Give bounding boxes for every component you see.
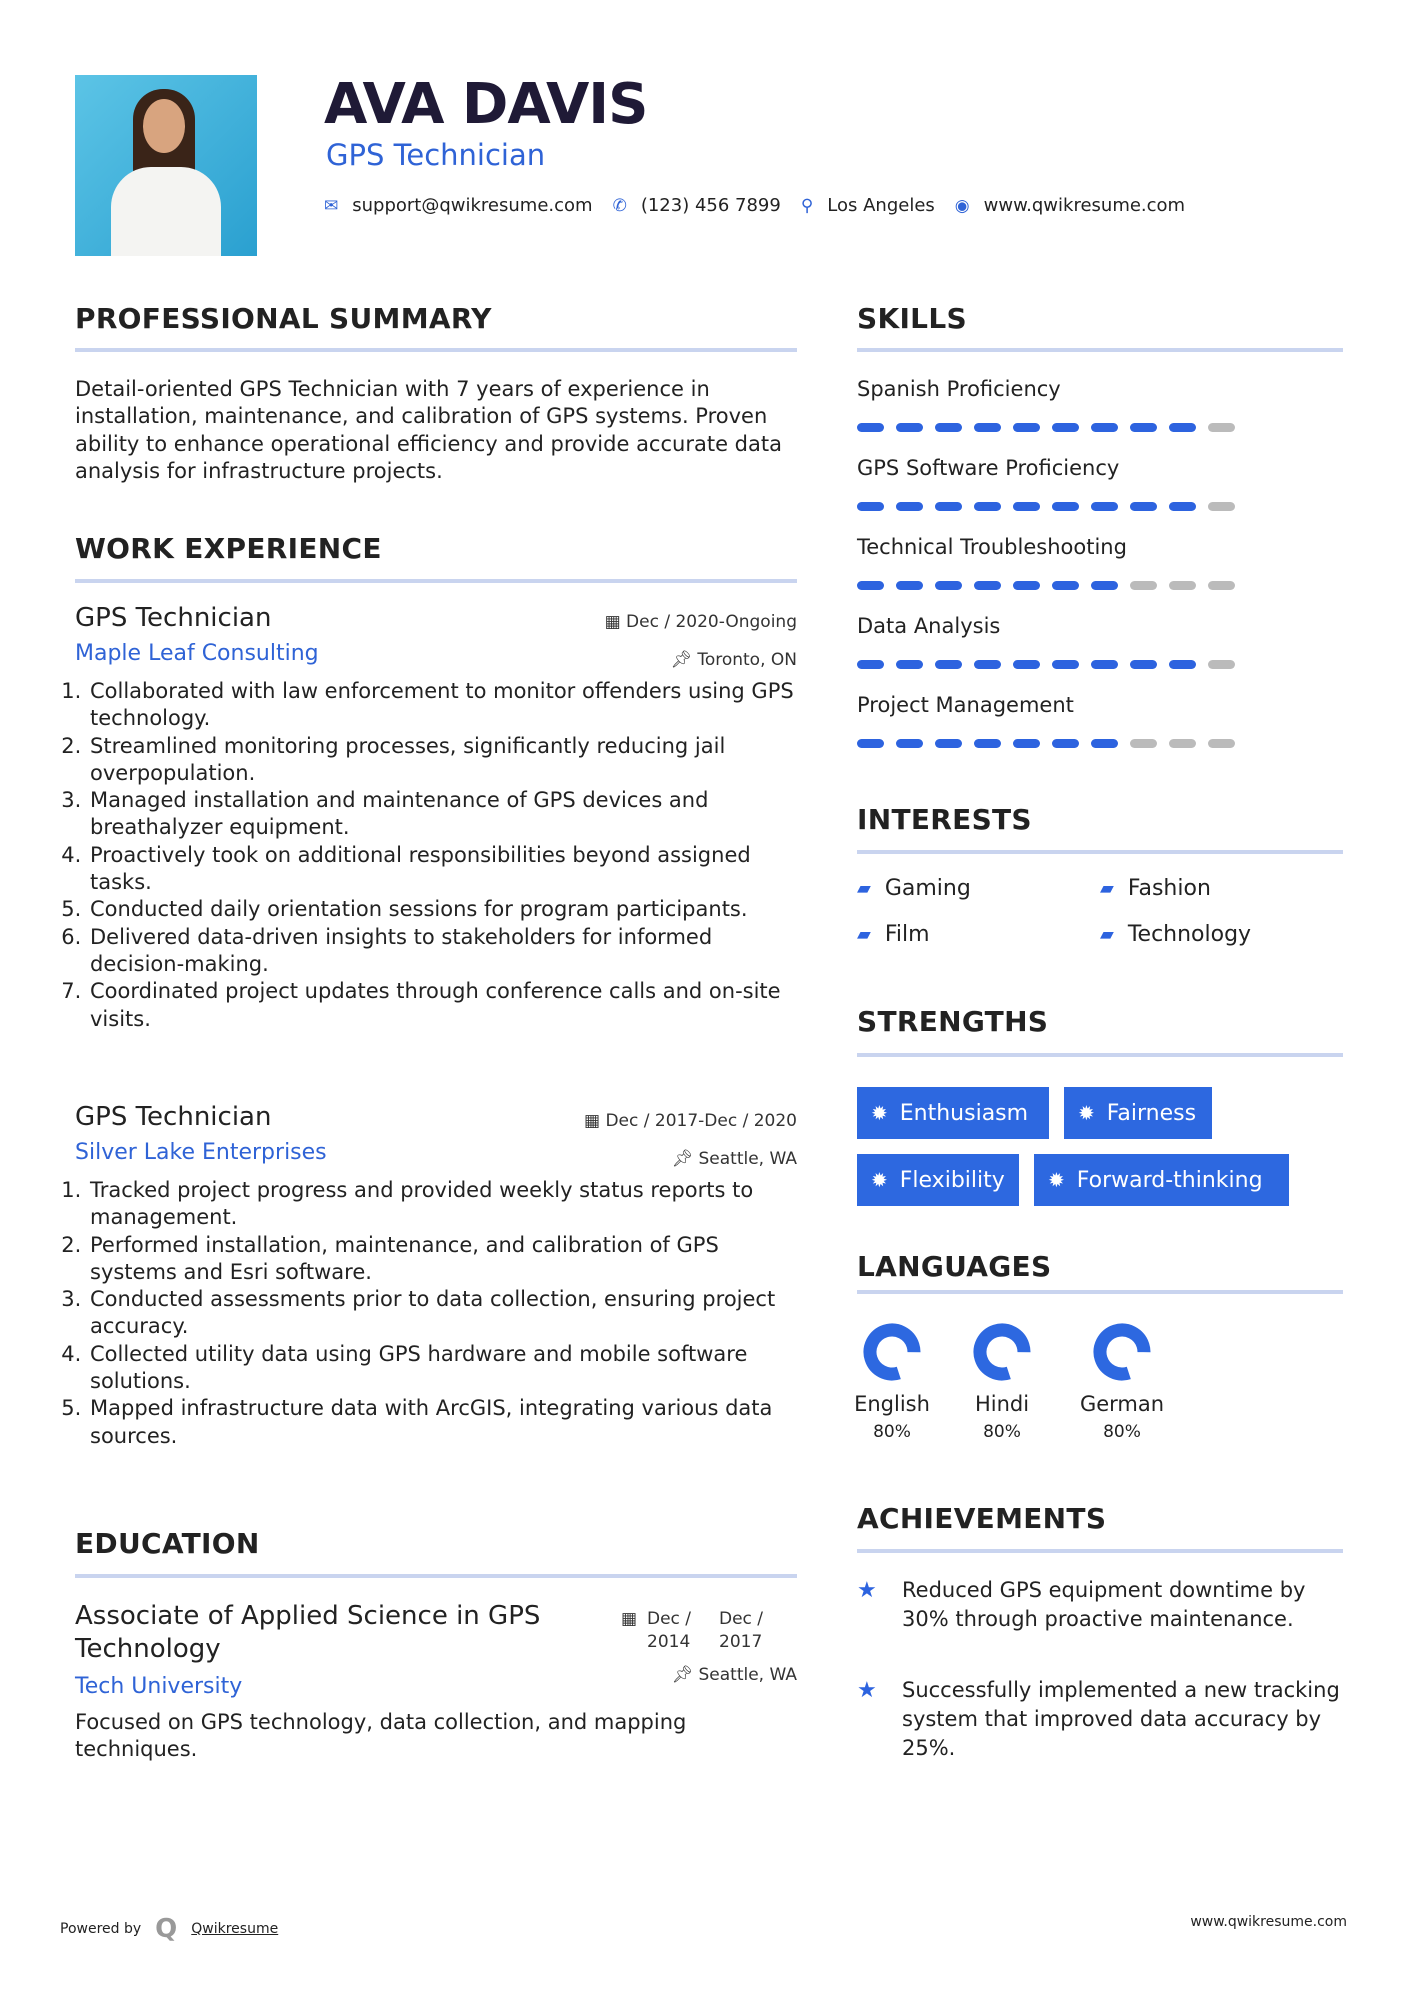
edu-end: Dec / 2017 xyxy=(719,1609,764,1652)
skill-item xyxy=(857,693,1343,772)
edu-location: Seattle, WA xyxy=(698,1665,797,1685)
skill-segment xyxy=(1130,581,1157,590)
job-location: Seattle, WA xyxy=(698,1149,797,1169)
skill-segment xyxy=(1091,660,1118,669)
language-name: Hindi xyxy=(974,1392,1030,1416)
language-item xyxy=(957,1322,1047,1442)
skill-segment xyxy=(1169,423,1196,432)
language-ring xyxy=(972,1322,1032,1382)
skill-name: GPS Software Proficiency xyxy=(857,456,1120,480)
divider xyxy=(75,348,797,352)
bullet: 1. Collaborated with law enforcement to monitor offenders using GPS technology. xyxy=(88,678,797,733)
skill-level-bar xyxy=(857,581,1343,590)
badge-icon: ✹ xyxy=(871,1101,888,1125)
degree: Associate of Applied Science in GPS Technology xyxy=(75,1601,541,1664)
interest-item: ▰ Gaming xyxy=(857,876,971,901)
language-ring xyxy=(1092,1322,1152,1382)
divider xyxy=(75,1574,797,1578)
summary-text: Detail-oriented GPS Technician with 7 years of experience in installation, maintenance, and calibration of GPS systems. Proven ability to enhance operational efficiency and provide accurate data analysis for infrastructure projects. xyxy=(75,377,782,483)
candidate-name: AVA DAVIS xyxy=(324,72,648,137)
candidate-title: GPS Technician xyxy=(326,138,546,172)
badge-icon: ✹ xyxy=(1048,1168,1065,1192)
calendar-icon: ▦ xyxy=(620,1609,637,1629)
skill-segment xyxy=(1013,660,1040,669)
skill-level-bar xyxy=(857,502,1343,511)
skill-segment xyxy=(896,502,923,511)
skill-segment xyxy=(1091,739,1118,748)
book-icon: ▰ xyxy=(1100,924,1114,945)
bullet: 7. Coordinated project updates through conference calls and on-site visits. xyxy=(88,978,797,1033)
skill-segment xyxy=(1052,581,1079,590)
skill-segment xyxy=(857,739,884,748)
skill-segment xyxy=(1052,739,1079,748)
achievement-item: ★ Successfully implemented a new tracking system that improved data accuracy by 25%. xyxy=(857,1676,1343,1763)
skill-segment xyxy=(935,581,962,590)
education-heading: EDUCATION xyxy=(75,1527,260,1560)
skill-segment xyxy=(974,739,1001,748)
interests-heading: INTERESTS xyxy=(857,803,1032,836)
pin-icon: 📌︎ xyxy=(671,1665,699,1685)
badge-icon: ✹ xyxy=(1078,1101,1095,1125)
skill-name: Technical Troubleshooting xyxy=(857,535,1127,559)
map-pin-icon: ⚲ xyxy=(800,195,814,216)
languages-heading: LANGUAGES xyxy=(857,1250,1052,1283)
pin-icon: 📌︎ xyxy=(670,650,698,670)
strength-tag: ✹ Enthusiasm xyxy=(857,1087,1049,1139)
strength-tag: ✹ Forward-thinking xyxy=(1034,1154,1289,1206)
book-icon: ▰ xyxy=(1100,878,1114,899)
skill-segment xyxy=(974,502,1001,511)
skill-segment xyxy=(974,581,1001,590)
profile-photo xyxy=(75,75,257,256)
education-entry xyxy=(75,1600,797,1764)
star-icon: ★ xyxy=(857,1578,877,1603)
skill-segment xyxy=(1091,502,1118,511)
strengths-heading: STRENGTHS xyxy=(857,1005,1049,1038)
calendar-icon: ▦ xyxy=(584,1111,606,1131)
skill-segment xyxy=(935,423,962,432)
job-bullets xyxy=(69,1177,797,1450)
skill-segment xyxy=(896,581,923,590)
bullet: 3. Managed installation and maintenance of GPS devices and breathalyzer equipment. xyxy=(88,787,797,842)
phone-icon: ✆ xyxy=(612,195,627,216)
job-date: Dec / 2020-Ongoing xyxy=(626,612,797,632)
language-percent: 80% xyxy=(1103,1422,1141,1442)
strength-tag: ✹ Flexibility xyxy=(857,1154,1019,1206)
powered-by-label: Powered by xyxy=(60,1921,142,1937)
phone: (123) 456 7899 xyxy=(640,195,781,216)
skill-segment xyxy=(1013,423,1040,432)
divider xyxy=(857,1290,1343,1294)
brand-link[interactable]: Qwikresume xyxy=(191,1921,279,1937)
skill-segment xyxy=(974,660,1001,669)
skills-heading: SKILLS xyxy=(857,302,967,335)
interest-item: ▰ Film xyxy=(857,922,930,947)
skill-segment xyxy=(896,423,923,432)
skill-segment xyxy=(1208,581,1235,590)
skill-item xyxy=(857,535,1343,614)
skill-segment xyxy=(896,660,923,669)
skill-segment xyxy=(935,660,962,669)
skill-segment xyxy=(1208,660,1235,669)
skill-item xyxy=(857,614,1343,693)
book-icon: ▰ xyxy=(857,878,871,899)
skill-segment xyxy=(1052,423,1079,432)
location: Los Angeles xyxy=(827,195,935,216)
experience-heading: WORK EXPERIENCE xyxy=(75,532,382,565)
divider xyxy=(857,1549,1343,1553)
bullet: 2. Performed installation, maintenance, and calibration of GPS systems and Esri software. xyxy=(88,1232,797,1287)
strength-tag: ✹ Fairness xyxy=(1064,1087,1212,1139)
skill-segment xyxy=(974,423,1001,432)
language-ring-arc xyxy=(1094,1324,1149,1379)
skill-item xyxy=(857,377,1343,456)
skill-segment xyxy=(1169,581,1196,590)
company: Maple Leaf Consulting xyxy=(75,641,319,666)
skill-segment xyxy=(1052,660,1079,669)
divider xyxy=(75,579,797,583)
skill-name: Spanish Proficiency xyxy=(857,377,1061,401)
job-entry xyxy=(75,603,797,1033)
book-icon: ▰ xyxy=(857,924,871,945)
bullet: 2. Streamlined monitoring processes, significantly reducing jail overpopulation. xyxy=(88,733,797,788)
achievements-list xyxy=(857,1576,1343,1776)
achievement-item: ★ Reduced GPS equipment downtime by 30% through proactive maintenance. xyxy=(857,1576,1343,1634)
skill-segment xyxy=(857,502,884,511)
language-name: English xyxy=(854,1392,930,1416)
job-date: Dec / 2017-Dec / 2020 xyxy=(605,1111,797,1131)
language-percent: 80% xyxy=(873,1422,911,1442)
contact-bar xyxy=(324,195,1205,216)
skill-item xyxy=(857,456,1343,535)
skill-segment xyxy=(1208,502,1235,511)
skill-level-bar xyxy=(857,660,1343,669)
skill-name: Project Management xyxy=(857,693,1074,717)
language-ring-arc xyxy=(974,1324,1029,1379)
language-ring xyxy=(862,1322,922,1382)
pin-icon: 📌︎ xyxy=(671,1149,699,1169)
job-title: GPS Technician xyxy=(75,603,272,633)
bullet: 4. Collected utility data using GPS hardware and mobile software solutions. xyxy=(88,1341,797,1396)
badge-icon: ✹ xyxy=(871,1168,888,1192)
skill-segment xyxy=(1208,739,1235,748)
skill-segment xyxy=(1208,423,1235,432)
language-item xyxy=(847,1322,937,1442)
language-name: German xyxy=(1079,1392,1165,1416)
skill-name: Data Analysis xyxy=(857,614,1001,638)
summary-heading: PROFESSIONAL SUMMARY xyxy=(75,302,492,335)
interest-item: ▰ Technology xyxy=(1100,922,1252,947)
qwikresume-logo-icon: Q xyxy=(155,1914,178,1944)
job-bullets xyxy=(69,678,797,1033)
skill-segment xyxy=(896,739,923,748)
skill-segment xyxy=(1130,739,1157,748)
skill-segment xyxy=(1169,660,1196,669)
bullet: 1. Tracked project progress and provided weekly status reports to management. xyxy=(88,1177,797,1232)
skill-segment xyxy=(1130,423,1157,432)
skill-level-bar xyxy=(857,739,1343,748)
edu-description: Focused on GPS technology, data collection, and mapping techniques. xyxy=(75,1710,687,1762)
divider xyxy=(857,850,1343,854)
skill-segment xyxy=(1169,739,1196,748)
skill-segment xyxy=(935,739,962,748)
skill-segment xyxy=(1130,660,1157,669)
interest-item: ▰ Fashion xyxy=(1100,876,1211,901)
skill-segment xyxy=(1013,739,1040,748)
skill-segment xyxy=(1013,581,1040,590)
bullet: 3. Conducted assessments prior to data collection, ensuring project accuracy. xyxy=(88,1286,797,1341)
bullet: 5. Conducted daily orientation sessions for program participants. xyxy=(88,896,797,923)
job-location: Toronto, ON xyxy=(697,650,797,670)
skill-segment xyxy=(935,502,962,511)
calendar-icon: ▦ xyxy=(604,612,627,632)
email[interactable]: support@qwikresume.com xyxy=(352,195,593,216)
language-ring-arc xyxy=(864,1324,919,1379)
skill-segment xyxy=(857,581,884,590)
job-entry xyxy=(75,1102,797,1450)
bullet: 6. Delivered data-driven insights to stakeholders for informed decision-making. xyxy=(88,924,797,979)
company: Silver Lake Enterprises xyxy=(75,1140,327,1165)
envelope-icon: ✉ xyxy=(324,195,339,216)
job-title: GPS Technician xyxy=(75,1102,272,1132)
school: Tech University xyxy=(75,1674,243,1699)
skill-segment xyxy=(1052,502,1079,511)
edu-start: Dec / 2014 xyxy=(647,1609,692,1652)
interests-list xyxy=(857,876,1343,956)
divider xyxy=(857,348,1343,352)
language-item xyxy=(1077,1322,1167,1442)
achievements-heading: ACHIEVEMENTS xyxy=(857,1502,1107,1535)
skills-list xyxy=(857,377,1343,772)
skill-segment xyxy=(857,660,884,669)
footer-left xyxy=(60,1914,278,1944)
language-percent: 80% xyxy=(983,1422,1021,1442)
skill-segment xyxy=(1091,423,1118,432)
bullet: 5. Mapped infrastructure data with ArcGIS, integrating various data sources. xyxy=(88,1395,797,1450)
skill-segment xyxy=(1130,502,1157,511)
website[interactable]: www.qwikresume.com xyxy=(983,195,1186,216)
skill-segment xyxy=(1169,502,1196,511)
skill-segment xyxy=(857,423,884,432)
divider xyxy=(857,1053,1343,1057)
globe-icon: ◉ xyxy=(954,195,970,216)
strengths-list xyxy=(857,1087,1343,1207)
languages-list xyxy=(854,1322,1343,1452)
bullet: 4. Proactively took on additional responsibilities beyond assigned tasks. xyxy=(88,842,797,897)
skill-segment xyxy=(1013,502,1040,511)
footer-website[interactable]: www.qwikresume.com xyxy=(1190,1914,1347,1930)
skill-level-bar xyxy=(857,423,1343,432)
star-icon: ★ xyxy=(857,1678,877,1703)
skill-segment xyxy=(1091,581,1118,590)
